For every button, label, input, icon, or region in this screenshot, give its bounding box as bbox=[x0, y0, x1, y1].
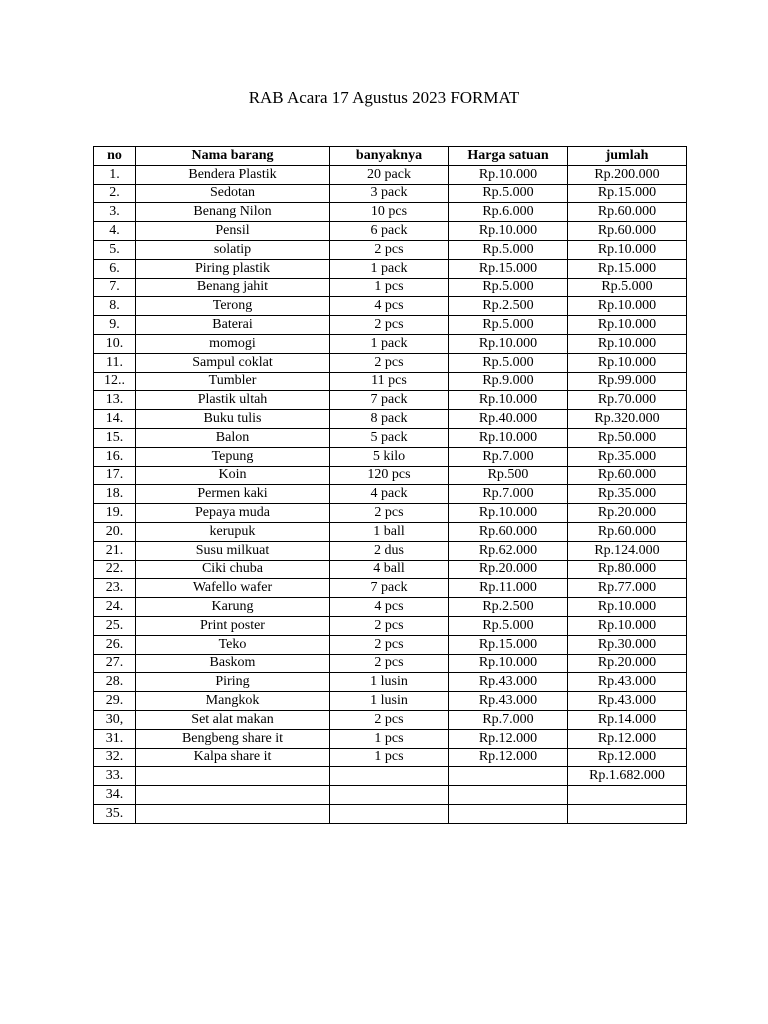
cell-no: 2. bbox=[94, 184, 136, 203]
table-row bbox=[94, 804, 687, 823]
cell-item-name: Set alat makan bbox=[136, 710, 330, 729]
cell-item-name: momogi bbox=[136, 334, 330, 353]
cell-quantity: 1 pack bbox=[330, 334, 449, 353]
cell-no: 25. bbox=[94, 616, 136, 635]
table-row bbox=[94, 240, 687, 259]
table-row bbox=[94, 353, 687, 372]
cell-total: Rp.10.000 bbox=[568, 297, 687, 316]
cell-no: 35. bbox=[94, 804, 136, 823]
cell-quantity: 6 pack bbox=[330, 222, 449, 241]
cell-total: Rp.10.000 bbox=[568, 334, 687, 353]
cell-no: 20. bbox=[94, 522, 136, 541]
cell-no: 33. bbox=[94, 767, 136, 786]
cell-item-name: Print poster bbox=[136, 616, 330, 635]
cell-item-name: Sampul coklat bbox=[136, 353, 330, 372]
table-header bbox=[94, 147, 687, 166]
cell-no: 15. bbox=[94, 428, 136, 447]
cell-quantity: 2 pcs bbox=[330, 504, 449, 523]
cell-item-name: Bengbeng share it bbox=[136, 729, 330, 748]
cell-total: Rp.50.000 bbox=[568, 428, 687, 447]
cell-total: Rp.320.000 bbox=[568, 410, 687, 429]
table-row bbox=[94, 522, 687, 541]
cell-item-name: Teko bbox=[136, 635, 330, 654]
cell-item-name: Piring bbox=[136, 673, 330, 692]
cell-total: Rp.35.000 bbox=[568, 485, 687, 504]
header-quantity: banyaknya bbox=[330, 147, 449, 166]
cell-unit-price: Rp.5.000 bbox=[449, 184, 568, 203]
cell-quantity bbox=[330, 767, 449, 786]
cell-unit-price: Rp.10.000 bbox=[449, 504, 568, 523]
table-row bbox=[94, 541, 687, 560]
cell-total bbox=[568, 804, 687, 823]
cell-quantity: 7 pack bbox=[330, 391, 449, 410]
cell-quantity: 11 pcs bbox=[330, 372, 449, 391]
table-row bbox=[94, 297, 687, 316]
budget-table bbox=[93, 146, 687, 824]
header-unit-price: Harga satuan bbox=[449, 147, 568, 166]
cell-quantity: 8 pack bbox=[330, 410, 449, 429]
cell-item-name: solatip bbox=[136, 240, 330, 259]
cell-quantity: 2 dus bbox=[330, 541, 449, 560]
cell-total: Rp.12.000 bbox=[568, 729, 687, 748]
header-row bbox=[94, 147, 687, 166]
cell-total: Rp.70.000 bbox=[568, 391, 687, 410]
cell-item-name: kerupuk bbox=[136, 522, 330, 541]
table-row bbox=[94, 654, 687, 673]
cell-item-name: Pepaya muda bbox=[136, 504, 330, 523]
cell-item-name: Benang Nilon bbox=[136, 203, 330, 222]
cell-item-name: Mangkok bbox=[136, 692, 330, 711]
cell-unit-price bbox=[449, 786, 568, 805]
cell-item-name bbox=[136, 786, 330, 805]
cell-unit-price bbox=[449, 804, 568, 823]
cell-no: 5. bbox=[94, 240, 136, 259]
cell-total: Rp.10.000 bbox=[568, 616, 687, 635]
table-row bbox=[94, 635, 687, 654]
cell-total: Rp.12.000 bbox=[568, 748, 687, 767]
cell-quantity: 120 pcs bbox=[330, 466, 449, 485]
cell-quantity: 2 pcs bbox=[330, 654, 449, 673]
table-row bbox=[94, 767, 687, 786]
table-row bbox=[94, 184, 687, 203]
cell-quantity: 2 pcs bbox=[330, 635, 449, 654]
cell-total: Rp.10.000 bbox=[568, 353, 687, 372]
cell-no: 8. bbox=[94, 297, 136, 316]
cell-total: Rp.43.000 bbox=[568, 692, 687, 711]
cell-no: 27. bbox=[94, 654, 136, 673]
cell-quantity: 3 pack bbox=[330, 184, 449, 203]
table-row bbox=[94, 673, 687, 692]
cell-unit-price: Rp.40.000 bbox=[449, 410, 568, 429]
table-row bbox=[94, 466, 687, 485]
cell-total: Rp.10.000 bbox=[568, 598, 687, 617]
cell-quantity: 4 pcs bbox=[330, 297, 449, 316]
cell-total: Rp.35.000 bbox=[568, 447, 687, 466]
table-row bbox=[94, 222, 687, 241]
cell-total: Rp.200.000 bbox=[568, 165, 687, 184]
cell-no: 26. bbox=[94, 635, 136, 654]
cell-item-name: Terong bbox=[136, 297, 330, 316]
table-row bbox=[94, 579, 687, 598]
cell-quantity: 20 pack bbox=[330, 165, 449, 184]
cell-unit-price: Rp.9.000 bbox=[449, 372, 568, 391]
cell-no: 28. bbox=[94, 673, 136, 692]
cell-no: 7. bbox=[94, 278, 136, 297]
table-row bbox=[94, 203, 687, 222]
cell-total: Rp.60.000 bbox=[568, 522, 687, 541]
cell-total: Rp.43.000 bbox=[568, 673, 687, 692]
cell-quantity: 10 pcs bbox=[330, 203, 449, 222]
cell-unit-price: Rp.5.000 bbox=[449, 278, 568, 297]
cell-unit-price: Rp.500 bbox=[449, 466, 568, 485]
cell-no: 34. bbox=[94, 786, 136, 805]
cell-no: 14. bbox=[94, 410, 136, 429]
cell-unit-price: Rp.12.000 bbox=[449, 748, 568, 767]
cell-total: Rp.60.000 bbox=[568, 222, 687, 241]
cell-total: Rp.60.000 bbox=[568, 203, 687, 222]
cell-quantity: 4 pcs bbox=[330, 598, 449, 617]
cell-no: 6. bbox=[94, 259, 136, 278]
cell-quantity: 1 pcs bbox=[330, 748, 449, 767]
cell-item-name: Balon bbox=[136, 428, 330, 447]
table-row bbox=[94, 391, 687, 410]
cell-unit-price bbox=[449, 767, 568, 786]
table-row bbox=[94, 710, 687, 729]
cell-total: Rp.30.000 bbox=[568, 635, 687, 654]
cell-quantity: 4 ball bbox=[330, 560, 449, 579]
table-row bbox=[94, 729, 687, 748]
cell-quantity: 2 pcs bbox=[330, 353, 449, 372]
cell-quantity bbox=[330, 804, 449, 823]
cell-item-name: Buku tulis bbox=[136, 410, 330, 429]
table-row bbox=[94, 560, 687, 579]
cell-unit-price: Rp.43.000 bbox=[449, 692, 568, 711]
table-row bbox=[94, 786, 687, 805]
cell-quantity: 1 pcs bbox=[330, 729, 449, 748]
cell-no: 24. bbox=[94, 598, 136, 617]
table-row bbox=[94, 372, 687, 391]
table-row bbox=[94, 504, 687, 523]
cell-quantity: 5 pack bbox=[330, 428, 449, 447]
cell-no: 12.. bbox=[94, 372, 136, 391]
cell-unit-price: Rp.20.000 bbox=[449, 560, 568, 579]
header-item-name: Nama barang bbox=[136, 147, 330, 166]
cell-item-name: Wafello wafer bbox=[136, 579, 330, 598]
cell-unit-price: Rp.5.000 bbox=[449, 616, 568, 635]
cell-unit-price: Rp.10.000 bbox=[449, 654, 568, 673]
cell-item-name: Benang jahit bbox=[136, 278, 330, 297]
cell-quantity: 7 pack bbox=[330, 579, 449, 598]
page-title: RAB Acara 17 Agustus 2023 FORMAT bbox=[248, 88, 520, 107]
cell-unit-price: Rp.2.500 bbox=[449, 297, 568, 316]
cell-unit-price: Rp.60.000 bbox=[449, 522, 568, 541]
cell-total: Rp.99.000 bbox=[568, 372, 687, 391]
cell-item-name: Karung bbox=[136, 598, 330, 617]
cell-item-name: Tumbler bbox=[136, 372, 330, 391]
cell-quantity: 1 pack bbox=[330, 259, 449, 278]
cell-total: Rp.15.000 bbox=[568, 184, 687, 203]
cell-unit-price: Rp.12.000 bbox=[449, 729, 568, 748]
table-row bbox=[94, 259, 687, 278]
cell-no: 9. bbox=[94, 316, 136, 335]
cell-no: 21. bbox=[94, 541, 136, 560]
cell-total: Rp.10.000 bbox=[568, 240, 687, 259]
table-row bbox=[94, 334, 687, 353]
cell-quantity: 2 pcs bbox=[330, 240, 449, 259]
cell-total: Rp.10.000 bbox=[568, 316, 687, 335]
table-row bbox=[94, 748, 687, 767]
cell-unit-price: Rp.15.000 bbox=[449, 259, 568, 278]
cell-total: Rp.15.000 bbox=[568, 259, 687, 278]
table-row bbox=[94, 428, 687, 447]
cell-no: 19. bbox=[94, 504, 136, 523]
cell-total: Rp.20.000 bbox=[568, 504, 687, 523]
cell-unit-price: Rp.5.000 bbox=[449, 353, 568, 372]
cell-no: 13. bbox=[94, 391, 136, 410]
cell-item-name: Koin bbox=[136, 466, 330, 485]
table-row bbox=[94, 485, 687, 504]
table-row bbox=[94, 410, 687, 429]
cell-total: Rp.124.000 bbox=[568, 541, 687, 560]
cell-item-name: Plastik ultah bbox=[136, 391, 330, 410]
cell-no: 18. bbox=[94, 485, 136, 504]
cell-quantity: 2 pcs bbox=[330, 710, 449, 729]
cell-item-name: Tepung bbox=[136, 447, 330, 466]
cell-item-name bbox=[136, 767, 330, 786]
cell-total: Rp.80.000 bbox=[568, 560, 687, 579]
cell-no: 31. bbox=[94, 729, 136, 748]
cell-item-name: Kalpa share it bbox=[136, 748, 330, 767]
cell-item-name: Bendera Plastik bbox=[136, 165, 330, 184]
cell-total: Rp.77.000 bbox=[568, 579, 687, 598]
cell-total: Rp.5.000 bbox=[568, 278, 687, 297]
cell-quantity bbox=[330, 786, 449, 805]
cell-quantity: 4 pack bbox=[330, 485, 449, 504]
cell-item-name: Susu milkuat bbox=[136, 541, 330, 560]
cell-unit-price: Rp.43.000 bbox=[449, 673, 568, 692]
table-body bbox=[94, 165, 687, 823]
cell-no: 16. bbox=[94, 447, 136, 466]
cell-quantity: 1 lusin bbox=[330, 692, 449, 711]
cell-total: Rp.20.000 bbox=[568, 654, 687, 673]
cell-unit-price: Rp.10.000 bbox=[449, 334, 568, 353]
cell-unit-price: Rp.5.000 bbox=[449, 240, 568, 259]
table-row bbox=[94, 447, 687, 466]
cell-unit-price: Rp.10.000 bbox=[449, 165, 568, 184]
cell-no: 11. bbox=[94, 353, 136, 372]
table-row bbox=[94, 598, 687, 617]
cell-item-name: Baterai bbox=[136, 316, 330, 335]
cell-unit-price: Rp.10.000 bbox=[449, 222, 568, 241]
cell-quantity: 2 pcs bbox=[330, 316, 449, 335]
cell-quantity: 2 pcs bbox=[330, 616, 449, 635]
cell-unit-price: Rp.62.000 bbox=[449, 541, 568, 560]
cell-quantity: 1 lusin bbox=[330, 673, 449, 692]
cell-item-name: Permen kaki bbox=[136, 485, 330, 504]
cell-no: 23. bbox=[94, 579, 136, 598]
cell-no: 4. bbox=[94, 222, 136, 241]
cell-total: Rp.14.000 bbox=[568, 710, 687, 729]
cell-quantity: 1 pcs bbox=[330, 278, 449, 297]
cell-unit-price: Rp.6.000 bbox=[449, 203, 568, 222]
cell-quantity: 5 kilo bbox=[330, 447, 449, 466]
header-total: jumlah bbox=[568, 147, 687, 166]
cell-unit-price: Rp.7.000 bbox=[449, 710, 568, 729]
table-row bbox=[94, 616, 687, 635]
cell-item-name: Pensil bbox=[136, 222, 330, 241]
table-row bbox=[94, 692, 687, 711]
cell-no: 1. bbox=[94, 165, 136, 184]
cell-no: 17. bbox=[94, 466, 136, 485]
cell-item-name bbox=[136, 804, 330, 823]
cell-unit-price: Rp.15.000 bbox=[449, 635, 568, 654]
cell-no: 3. bbox=[94, 203, 136, 222]
cell-item-name: Baskom bbox=[136, 654, 330, 673]
table-row bbox=[94, 165, 687, 184]
cell-unit-price: Rp.7.000 bbox=[449, 447, 568, 466]
cell-quantity: 1 ball bbox=[330, 522, 449, 541]
cell-no: 32. bbox=[94, 748, 136, 767]
cell-unit-price: Rp.11.000 bbox=[449, 579, 568, 598]
table-row bbox=[94, 278, 687, 297]
cell-no: 22. bbox=[94, 560, 136, 579]
cell-unit-price: Rp.5.000 bbox=[449, 316, 568, 335]
cell-unit-price: Rp.10.000 bbox=[449, 391, 568, 410]
table-row bbox=[94, 316, 687, 335]
cell-unit-price: Rp.7.000 bbox=[449, 485, 568, 504]
cell-unit-price: Rp.10.000 bbox=[449, 428, 568, 447]
cell-item-name: Ciki chuba bbox=[136, 560, 330, 579]
cell-item-name: Sedotan bbox=[136, 184, 330, 203]
cell-no: 10. bbox=[94, 334, 136, 353]
cell-total bbox=[568, 786, 687, 805]
header-no: no bbox=[94, 147, 136, 166]
cell-total: Rp.60.000 bbox=[568, 466, 687, 485]
cell-unit-price: Rp.2.500 bbox=[449, 598, 568, 617]
cell-no: 30, bbox=[94, 710, 136, 729]
cell-item-name: Piring plastik bbox=[136, 259, 330, 278]
cell-total: Rp.1.682.000 bbox=[568, 767, 687, 786]
cell-no: 29. bbox=[94, 692, 136, 711]
